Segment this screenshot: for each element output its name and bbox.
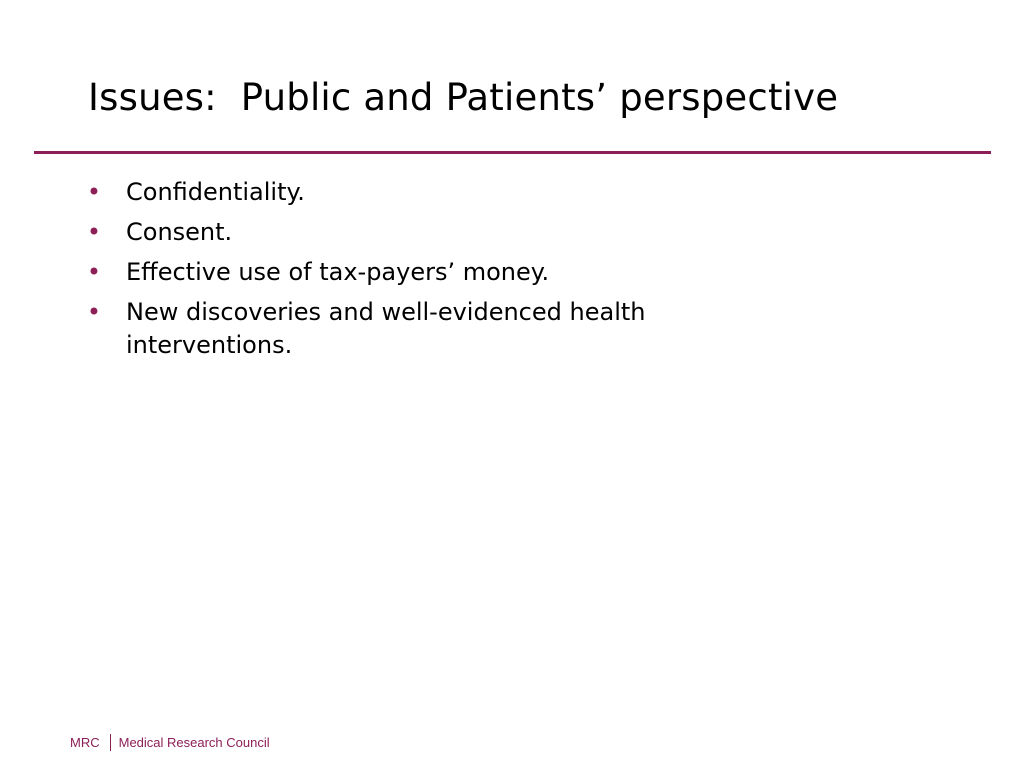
- bullet-item: [85, 296, 785, 362]
- bullet-dot-icon: •: [86, 218, 102, 246]
- bullet-dot-icon: •: [86, 258, 102, 286]
- title-divider: [34, 151, 991, 154]
- bullet-text: Confidentiality.: [126, 178, 305, 206]
- footer-org-short: MRC: [70, 734, 100, 750]
- bullet-item: [85, 256, 785, 289]
- bullet-dot-icon: •: [86, 178, 102, 206]
- bullet-item: [85, 216, 785, 249]
- footer-logo: [70, 732, 270, 752]
- footer-org-full: Medical Research Council: [118, 734, 270, 750]
- bullet-text: Consent.: [126, 218, 233, 246]
- bullet-list: [85, 176, 785, 369]
- slide-title: Issues: Public and Patients’ perspective: [88, 76, 839, 119]
- bullet-item: [85, 176, 785, 209]
- bullet-dot-icon: •: [86, 298, 102, 326]
- bullet-text: New discoveries and well-evidenced health interventions.: [126, 298, 646, 359]
- footer-separator: [110, 734, 111, 751]
- bullet-text: Effective use of tax-payers’ money.: [126, 258, 550, 286]
